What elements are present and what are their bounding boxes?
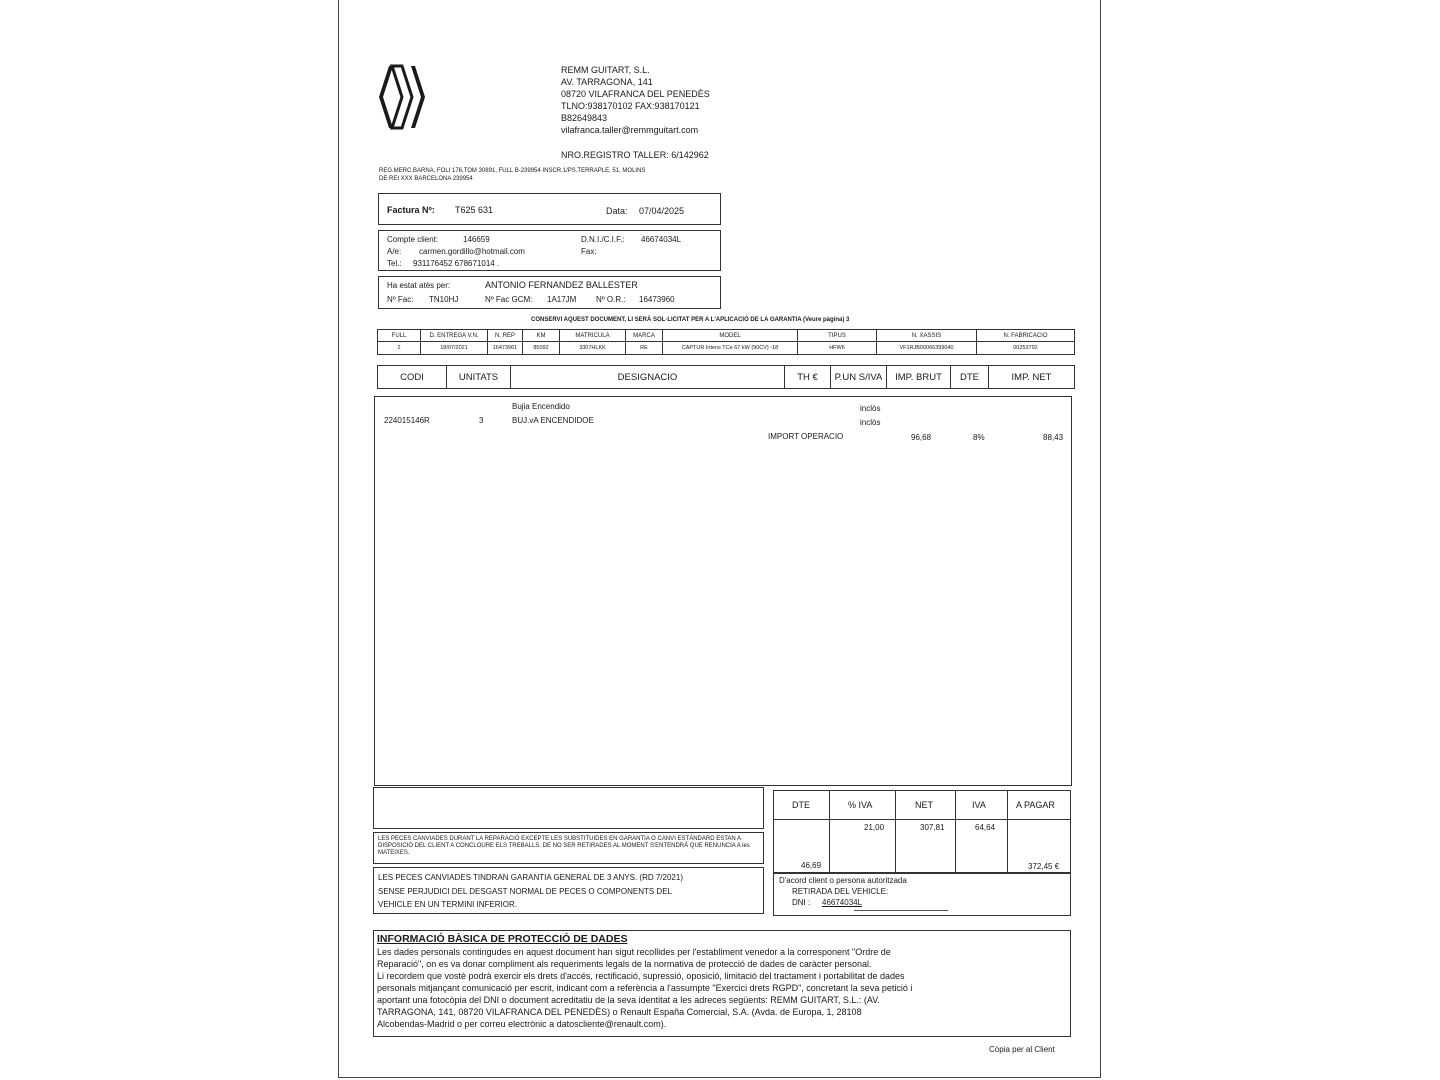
privacy-line: personals mitjançant comunicació per escrit, indicant com a referència a l'assumpte "Exercici drets RGPD", concretant la seva petició i: [377, 983, 913, 993]
vehicle-header-cell: MODEL: [663, 329, 798, 342]
column-header: TH €: [785, 365, 831, 389]
vehicle-value-row: [377, 341, 1075, 355]
totals-iva-pct: 21,00: [864, 823, 885, 832]
signature-dni-label: DNI :: [792, 898, 811, 907]
vehicle-value-cell: HFW6: [798, 341, 877, 355]
company-name: REMM GUITART, S.L.: [561, 65, 650, 75]
privacy-line: Li recordem que vostè podrà exercir els drets d'accés, rectificació, supressió, oposició, limitació del tractament i portabilitat de dades: [377, 971, 905, 981]
invoice-page: [338, 0, 1101, 1078]
client-attn-label: A/e:: [387, 247, 402, 256]
client-box: [378, 230, 721, 271]
signature-dni: 46674034L: [822, 898, 863, 907]
guarantee-line: VEHICLE EN UN TERMINI INFERIOR.: [378, 900, 517, 909]
vehicle-header-cell: N. REP: [488, 329, 523, 342]
workshop-registry: NRO.REGISTRO TALLER: 6/142962: [561, 150, 709, 160]
vehicle-header-cell: MATRICULA: [560, 329, 626, 342]
client-account-label: Compte client:: [387, 235, 439, 244]
line-status: inclòs: [860, 404, 881, 413]
guarantee-line: LES PECES CANVIADES TINDRAN GARANTIA GENERAL DE 3 ANYS. (RD 7/2021): [378, 873, 683, 882]
totals-header: A PAGAR: [1016, 800, 1055, 810]
vehicle-header-cell: N. XASSIS: [877, 329, 977, 342]
privacy-box: [373, 930, 1071, 1037]
totals-column-line: [1007, 791, 1008, 872]
line-units: 3: [479, 416, 484, 425]
gcm-number: 1A17JM: [547, 295, 577, 304]
company-city: 08720 VILAFRANCA DEL PENEDÈS: [561, 89, 710, 99]
attended-box: [378, 276, 721, 309]
signature-consent: D'acord client o persona autoritzada: [779, 876, 907, 885]
operation-label: IMPORT OPERACIO: [768, 432, 844, 441]
totals-iva: 64,64: [975, 823, 996, 832]
replaced-parts-box: [373, 832, 764, 864]
client-fax-label: Fax:: [581, 247, 597, 256]
column-header: IMP. BRUT: [887, 365, 951, 389]
column-header: P.UN S/IVA: [831, 365, 887, 389]
client-email: carmen.gordillo@hotmail.com: [419, 247, 525, 256]
client-nif: 46674034L: [641, 235, 682, 244]
totals-header: NET: [915, 800, 933, 810]
invoice-number: T625 631: [455, 205, 494, 215]
totals-net: 307,81: [920, 823, 945, 832]
company-email: vilafranca.taller@remmguitart.com: [561, 125, 699, 135]
signature-line: [854, 910, 948, 911]
invoice-number-box: [378, 193, 721, 225]
privacy-line: TARRAGONA, 141, 08720 VILAFRANCA DEL PENEDÈS) o Renault España Comercial, S.A. (Avda. de Europa, 1, 28108: [377, 1007, 862, 1017]
column-header: DESIGNACIO: [511, 365, 785, 389]
line-status: inclòs: [860, 418, 881, 427]
client-tel: 931176452 678671014 .: [413, 259, 500, 268]
line-items-body: [374, 396, 1072, 786]
client-tel-label: Tel.:: [387, 259, 402, 268]
mercantile-registry: REG.MERC.BARNA, FOLI 176,TOM 30891, FULL B-239954 INSCR.1/PS.TERRAPLE, 51, MOLINS: [379, 168, 646, 174]
company-phones: TLNO:938170102 FAX:938170121: [561, 101, 700, 111]
company-cif: B82649843: [561, 113, 608, 123]
vehicle-value-cell: 00253792: [977, 341, 1075, 355]
privacy-title: INFORMACIÓ BÀSICA DE PROTECCIÓ DE DADES: [377, 933, 628, 945]
guarantee-line: SENSE PERJUDICI DEL DESGAST NORMAL DE PECES O COMPONENTS DEL: [378, 887, 672, 896]
column-header: DTE: [951, 365, 989, 389]
totals-header: % IVA: [848, 800, 873, 810]
vehicle-header-cell: MARCA: [626, 329, 663, 342]
invoice-date-label: Data:: [606, 206, 628, 216]
totals-column-line: [895, 791, 896, 872]
vehicle-value-cell: 85092: [523, 341, 560, 355]
observations-box: [373, 787, 764, 829]
line-designation: BUJ.vA ENCENDIDOE: [512, 416, 594, 425]
replaced-parts-notice: LES PECES CANVIADES DURANT LA REPARACIÓ EXCEPTE LES SUBSTITUIDES EN GARANTIA O CANVI ESTÀNDARD ESTAN A DISPOSICIÓ DEL CLIENT A CONCLOURE ELS TREBALLS. DE NO SER RETIRADES AL MOMENT S'ENTENDRÀ QUE RENUNCIA A les MATEIXES.: [378, 836, 750, 856]
privacy-line: Reparació", on es va donar compliment als requeriments legals de la normativa de protecció de dades de caràcter personal.: [377, 959, 872, 969]
vehicle-header-cell: D. ENTREGA V.N.: [421, 329, 488, 342]
column-header: IMP. NET: [989, 365, 1075, 389]
privacy-line: aportant una fotocòpia del DNI o document acreditatiu de la seva identitat a les adreces següents: REMM GUITART, S.L.: (AV.: [377, 995, 880, 1005]
totals-column-line: [829, 791, 830, 872]
signature-box: [773, 873, 1071, 916]
operation-net: 88,43: [1043, 433, 1064, 442]
vehicle-header-cell: N. FABRICACIO: [977, 329, 1075, 342]
or-number: 16473960: [639, 295, 675, 304]
invoice-number-label: Factura Nº:: [387, 205, 435, 215]
totals-column-line: [955, 791, 956, 872]
vehicle-header-cell: TIPUS: [798, 329, 877, 342]
privacy-line: Alcobendas-Madrid o per correu electrònic a datoscliente@renault.com).: [377, 1019, 667, 1029]
line-items-header: [377, 365, 1075, 389]
fac-label: Nº Fac:: [387, 295, 414, 304]
renault-logo: [377, 64, 427, 130]
client-nif-label: D.N.I./C.I.F.:: [581, 235, 625, 244]
warranty-notice: CONSERVI AQUEST DOCUMENT, LI SERÀ SOL·LICITAT PER A L'APLICACIÓ DE LA GARANTIA (Veure pàgina) 3: [531, 317, 850, 323]
column-header: CODI: [377, 365, 447, 389]
operation-dte: 8%: [973, 433, 985, 442]
line-code: 224015146R: [384, 416, 430, 425]
vehicle-value-cell: 18/07/2021: [421, 341, 488, 355]
vehicle-header-cell: FULL: [377, 329, 421, 342]
vehicle-value-cell: 2: [377, 341, 421, 355]
attended-name: ANTONIO FERNANDEZ BALLESTER: [485, 280, 638, 290]
signature-vehicle-pickup: RETIRADA DEL VEHICLE:: [792, 887, 889, 896]
vehicle-value-cell: RE: [626, 341, 663, 355]
guarantee-box: [373, 867, 764, 914]
attended-label: Ha estat atès per:: [387, 281, 451, 290]
vehicle-header-cell: KM: [523, 329, 560, 342]
invoice-date: 07/04/2025: [639, 206, 685, 216]
vehicle-value-cell: 3307HLKK: [560, 341, 626, 355]
totals-dte: 46,69: [801, 861, 822, 870]
column-header: UNITATS: [447, 365, 511, 389]
vehicle-value-cell: CAPTUR Intens TCe 67 kW (90CV) -18: [663, 341, 798, 355]
line-designation: Bujia Encendido: [512, 402, 570, 411]
or-label: Nº O.R.:: [596, 295, 626, 304]
gcm-label: Nº Fac GCM:: [485, 295, 533, 304]
totals-header: IVA: [972, 800, 986, 810]
client-account: 146659: [463, 235, 490, 244]
mercantile-registry-2: DE REI XXX BARCELONA 239954: [379, 176, 473, 182]
fac-number: TN10HJ: [429, 295, 459, 304]
totals-box: [773, 790, 1071, 873]
privacy-line: Les dades personals contingudes en aquest document han sigut recollides per l'establiment venedor a la corresponent "Ordre de: [377, 947, 891, 957]
vehicle-value-cell: VF1RJB00066399040: [877, 341, 977, 355]
copy-footer: Còpia per al Client: [989, 1045, 1055, 1054]
company-address: AV. TARRAGONA, 141: [561, 77, 653, 87]
operation-brut: 96,68: [911, 433, 932, 442]
totals-header: DTE: [792, 800, 810, 810]
vehicle-value-cell: 16473961: [488, 341, 523, 355]
totals-divider: [774, 819, 1070, 820]
totals-to-pay: 372,45 €: [1028, 862, 1060, 871]
